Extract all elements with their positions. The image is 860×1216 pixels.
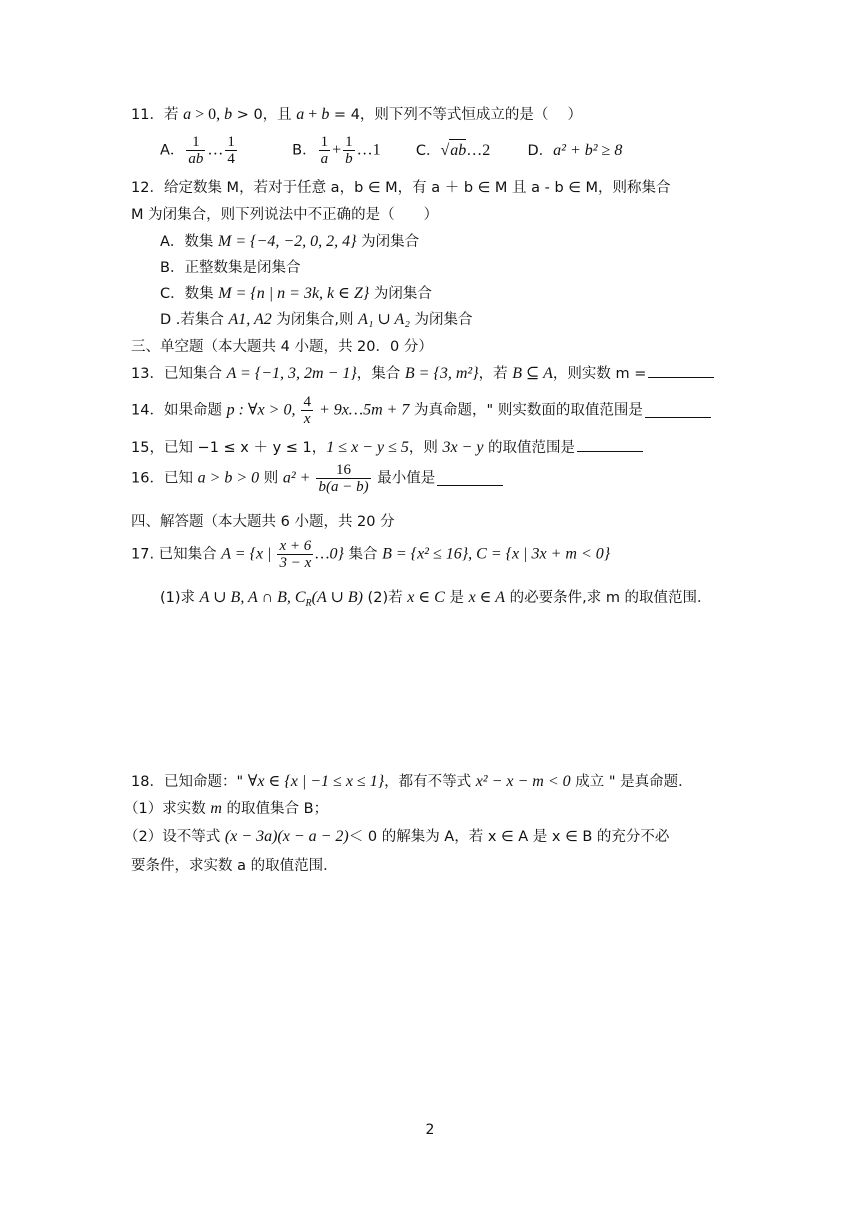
fraction (343, 134, 355, 167)
fraction (277, 538, 313, 571)
numerator: 1 (186, 134, 205, 151)
q12-option-b: B．正整数集是闭集合 (160, 260, 301, 276)
sqrt-radicand: ab (449, 139, 466, 162)
math-expr: + 9x…5m + 7 (314, 401, 410, 419)
denominator: a (320, 151, 329, 167)
q11-text: = 4，则下列不等式恒成立的是（ ） (329, 107, 583, 123)
q15-text: ，则 (408, 440, 443, 456)
q11-option-c: C．√ab…2 (416, 139, 490, 162)
q18-line4: 要条件，求实数 a 的取值范围． (131, 858, 338, 874)
fraction (186, 134, 205, 167)
q18-text: （2）设不等式 (124, 829, 225, 845)
math-expr: a² + (282, 469, 315, 487)
option-text: 为闭集合 (409, 312, 473, 328)
fraction (301, 394, 313, 427)
q11-math: + (304, 106, 322, 123)
q18-line2 (124, 798, 328, 820)
q11-option-d (527, 140, 622, 162)
math-expr: M = {n | n = 3k, k ∈ Z} (218, 285, 370, 302)
q14-text: 14．如果命题 (131, 402, 227, 419)
math-expr: B = {x² ≤ 16}, C = {x | 3x + m < 0} (382, 545, 611, 563)
q17-text: 是 (444, 590, 469, 606)
denominator: b(a − b) (318, 479, 369, 495)
q11-option-a (160, 134, 239, 167)
q17-line2 (160, 587, 712, 615)
option-label: D． (527, 142, 554, 159)
denominator: 4 (227, 151, 235, 167)
math-subscript: R (305, 597, 312, 609)
section-4-heading: 四、解答题（本大题共 6 小题，共 20 分 (131, 514, 395, 530)
q12-line2: M 为闭集合，则下列说法中不正确的是（ ） (131, 207, 439, 223)
q11-math: a (296, 106, 305, 123)
q11-option-b (292, 134, 380, 167)
math-expr: ∀x ∈ {x | −1 ≤ x ≤ 1} (247, 773, 385, 790)
q11-math: b (224, 106, 233, 123)
q16-text: 16．已知 (131, 470, 198, 487)
q13-text: 13．已知集合 (131, 366, 227, 382)
q17-text: (2)若 (362, 590, 408, 606)
denominator: 3 − x (279, 555, 312, 571)
option-text: 为闭集合,则 (271, 312, 359, 328)
fraction (319, 134, 331, 167)
q18-text: 18．已知命题：" (131, 774, 248, 790)
fraction (225, 134, 237, 167)
numerator: 4 (303, 394, 311, 410)
q18-text: ＜ 0 的解集为 A，若 x ∈ A 是 x ∈ B 的充分不必 (348, 829, 670, 845)
q15-text: 的取值范围是 (483, 440, 576, 456)
fraction (316, 462, 370, 495)
q11-math: a (183, 106, 192, 123)
option-label: A．数集 (160, 234, 219, 250)
q11-text: > 0，且 (232, 107, 297, 123)
q18-text: ，都有不等式 (384, 774, 476, 790)
math-op: … (207, 141, 224, 159)
numerator: 16 (316, 462, 370, 479)
q12-option-d (160, 309, 473, 331)
math-expr: a² + b² ≥ 8 (553, 141, 623, 159)
q11-stem (131, 104, 582, 126)
math-op: + (332, 141, 342, 159)
math-expr: p : ∀x > 0, (226, 401, 300, 419)
math-expr: (A ∪ B) (311, 589, 363, 606)
option-text: 为闭集合 (369, 286, 432, 302)
q13-text: ，若 (478, 366, 513, 382)
q18-text: （1）求实数 (124, 801, 211, 817)
q11-math: b (321, 106, 330, 123)
answer-blank (645, 403, 711, 418)
q13-text: ，则实数 m = (552, 366, 647, 382)
answer-blank (648, 363, 714, 378)
q15 (131, 437, 643, 459)
q12-option-c (160, 283, 432, 305)
numerator: x + 6 (279, 538, 312, 554)
q11-number: 11． (131, 107, 164, 123)
option-label: D .若集合 (160, 312, 229, 328)
q12-line1: 12．给定数集 M，若对于任意 a，b ∈ M，有 a ＋ b ∈ M 且 a - b ∈ M，则称集合 (131, 180, 671, 196)
q17-text: (1)求 (160, 590, 200, 606)
math-expr: A₁ ∪ A₂ (358, 311, 410, 328)
answer-blank (577, 437, 643, 452)
q16-text: 则 (259, 470, 283, 487)
denominator: x (303, 411, 311, 427)
math-expr: a > b > 0 (197, 469, 260, 487)
option-text: 为闭集合 (356, 234, 420, 250)
page-number: 2 (425, 1122, 435, 1138)
q12-option-a (160, 231, 419, 253)
math-expr: B ⊆ A (512, 365, 553, 382)
q15-text: 15，已知 −1 ≤ x ＋ y ≤ 1， (131, 440, 327, 456)
q17-text: 17. 已知集合 (131, 546, 222, 563)
math-expr: x ∈ A (468, 589, 505, 606)
math-expr: 1 ≤ x − y ≤ 5 (326, 439, 409, 456)
denominator: ab (188, 151, 204, 167)
math-expr: m (210, 800, 222, 817)
math-expr: B = {3, m²} (404, 365, 479, 382)
q17-text: 的必要条件,求 m 的取值范围． (505, 590, 712, 606)
answer-blank (437, 471, 503, 486)
section-3-heading: 三、单空题（本大题共 4 小题，共 20．0 分） (131, 339, 433, 355)
q13 (131, 363, 714, 385)
q14 (131, 394, 711, 432)
option-label: C．数集 (160, 286, 219, 302)
math-expr: A = {−1, 3, 2m − 1} (226, 365, 357, 382)
q18-text: 成立 " 是真命题． (570, 774, 693, 790)
q13-text: ，集合 (356, 366, 405, 382)
math-expr: A1, A2 (228, 311, 272, 328)
math-expr: …0} (315, 545, 344, 563)
q11-math: > 0, (191, 106, 225, 123)
math-expr: A ∪ B, A ∩ B, C (199, 589, 306, 606)
q11-options (160, 134, 622, 170)
q14-text: 为真命题，" 则实数面的取值范围是 (409, 402, 643, 419)
denominator: b (345, 151, 353, 167)
q17-line1 (131, 538, 610, 578)
math-expr: x² − x − m < 0 (475, 773, 571, 790)
q18-line3 (124, 826, 669, 848)
option-label: C． (415, 143, 441, 159)
q16-text: 最小值是 (372, 470, 436, 487)
q18-line1 (131, 771, 693, 793)
math-expr: (x − 3a)(x − a − 2) (224, 828, 349, 845)
math-expr: M = {−4, −2, 0, 2, 4} (218, 233, 357, 250)
math-op: …1 (356, 141, 381, 159)
math-expr: x ∈ C (407, 589, 445, 606)
q17-text: 集合 (343, 546, 383, 563)
math-expr: A = {x | (221, 545, 276, 563)
q11-text: 若 (163, 107, 184, 123)
numerator: 1 (345, 134, 353, 150)
numerator: 1 (320, 134, 329, 150)
option-label: B． (292, 142, 317, 159)
math-op: …2 (466, 142, 491, 159)
numerator: 1 (227, 134, 235, 150)
q18-text: 的取值集合 B； (221, 801, 329, 817)
option-label: A． (160, 142, 185, 159)
math-expr: 3x − y (442, 439, 484, 456)
q16 (131, 462, 503, 502)
